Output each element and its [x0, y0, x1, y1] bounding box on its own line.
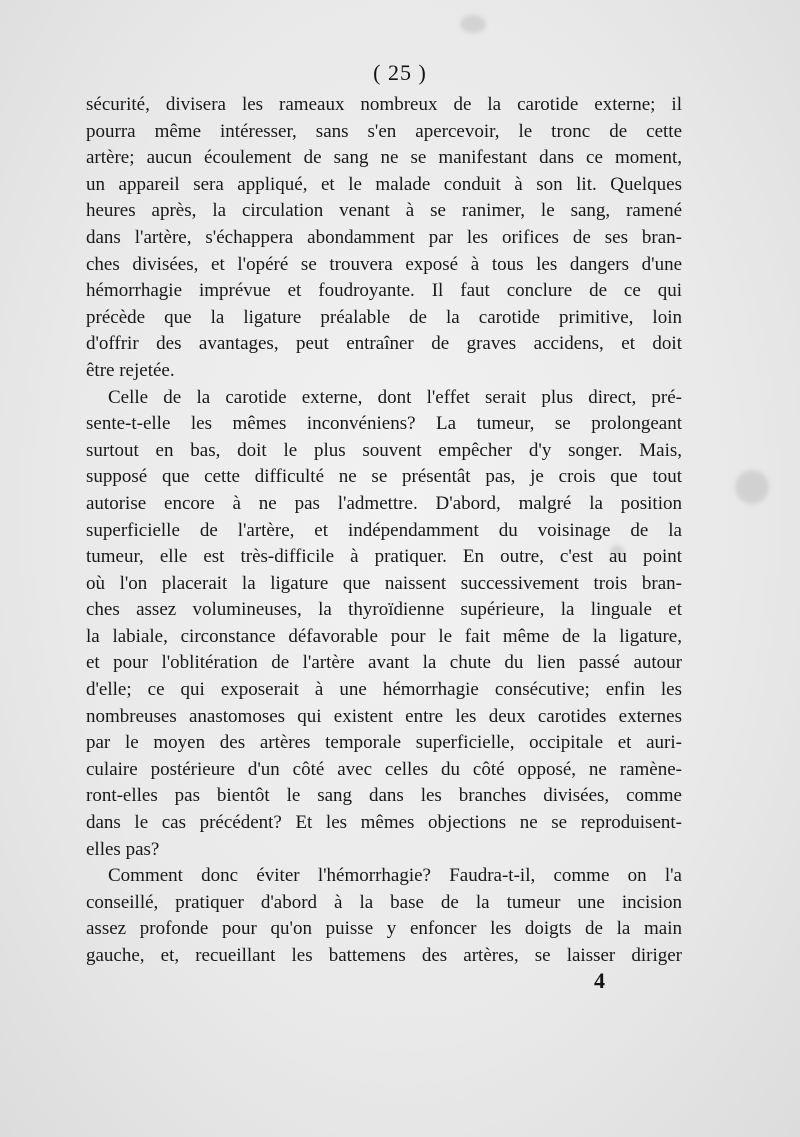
page-number: ( 25 ) [373, 60, 427, 85]
text-line: nombreuses anastomoses qui existent entre les deux carotides externes [86, 705, 682, 727]
text-line: conseillé, pratiquer d'abord à la base de la tumeur une incision [86, 891, 682, 913]
text-line: être rejetée. [86, 359, 175, 381]
text-line: Celle de la carotide externe, dont l'effet serait plus direct, pré- [108, 386, 682, 408]
text-line: d'elle; ce qui exposerait à une hémorrhagie consécutive; enfin les [86, 679, 682, 701]
body-text [86, 92, 682, 970]
text-line: autorise encore à ne pas l'admettre. D'abord, malgré la position [86, 492, 682, 514]
text-line: elles pas? [86, 838, 160, 860]
text-line: où l'on placerait la ligature que naissent successivement trois bran- [86, 572, 682, 594]
text-line: artère; aucun écoulement de sang ne se manifestant dans ce moment, [86, 147, 682, 169]
text-line: pourra même intéresser, sans s'en apercevoir, le tronc de cette [86, 120, 682, 142]
text-line: ches assez volumineuses, la thyroïdienne supérieure, la linguale et [86, 599, 682, 621]
text-line: ront-elles pas bientôt le sang dans les branches divisées, comme [86, 785, 682, 807]
text-line: sente-t-elle les mêmes inconvéniens? La tumeur, se prolongeant [86, 413, 682, 435]
text-line: sécurité, divisera les rameaux nombreux de la carotide externe; il [86, 94, 682, 115]
text-line: superficielle de l'artère, et indépendamment du voisinage de la [86, 519, 682, 541]
text-line: tumeur, elle est très-difficile à pratiquer. En outre, c'est au point [86, 546, 682, 568]
text-line: heures après, la circulation venant à se ranimer, le sang, ramené [86, 200, 682, 222]
text-line: et pour l'oblitération de l'artère avant la chute du lien passé autour [86, 652, 682, 674]
text-line: par le moyen des artères temporale superficielle, occipitale et auri- [86, 732, 682, 754]
text-line: assez profonde pour qu'on puisse y enfoncer les doigts de la main [86, 918, 682, 940]
paper-stain [460, 15, 486, 33]
text-line: gauche, et, recueillant les battemens des artères, se laisser diriger [86, 945, 682, 966]
text-line: surtout en bas, doit le plus souvent empêcher d'y songer. Mais, [86, 439, 682, 461]
text-line: ches divisées, et l'opéré se trouvera exposé à tous les dangers d'une [86, 253, 682, 275]
text-line: culaire postérieure d'un côté avec celles du côté opposé, ne ramène- [86, 758, 682, 780]
signature-mark: 4 [594, 968, 605, 993]
text-line: supposé que cette difficulté ne se présentât pas, je crois que tout [86, 466, 682, 488]
paper-stain [735, 470, 769, 504]
text-line: d'offrir des avantages, peut entraîner de graves accidens, et doit [86, 333, 682, 355]
text-line: dans l'artère, s'échappera abondamment par les orifices de ses bran- [86, 226, 682, 248]
text-line: un appareil sera appliqué, et le malade conduit à son lit. Quelques [86, 173, 682, 195]
text-line: la labiale, circonstance défavorable pour le fait même de la ligature, [86, 625, 682, 647]
text-line: précède que la ligature préalable de la carotide primitive, loin [86, 306, 682, 328]
text-line: dans le cas précédent? Et les mêmes objections ne se reproduisent- [86, 812, 682, 834]
text-line: hémorrhagie imprévue et foudroyante. Il faut conclure de ce qui [86, 280, 682, 302]
text-line: Comment donc éviter l'hémorrhagie? Faudra-t-il, comme on l'a [108, 865, 682, 887]
